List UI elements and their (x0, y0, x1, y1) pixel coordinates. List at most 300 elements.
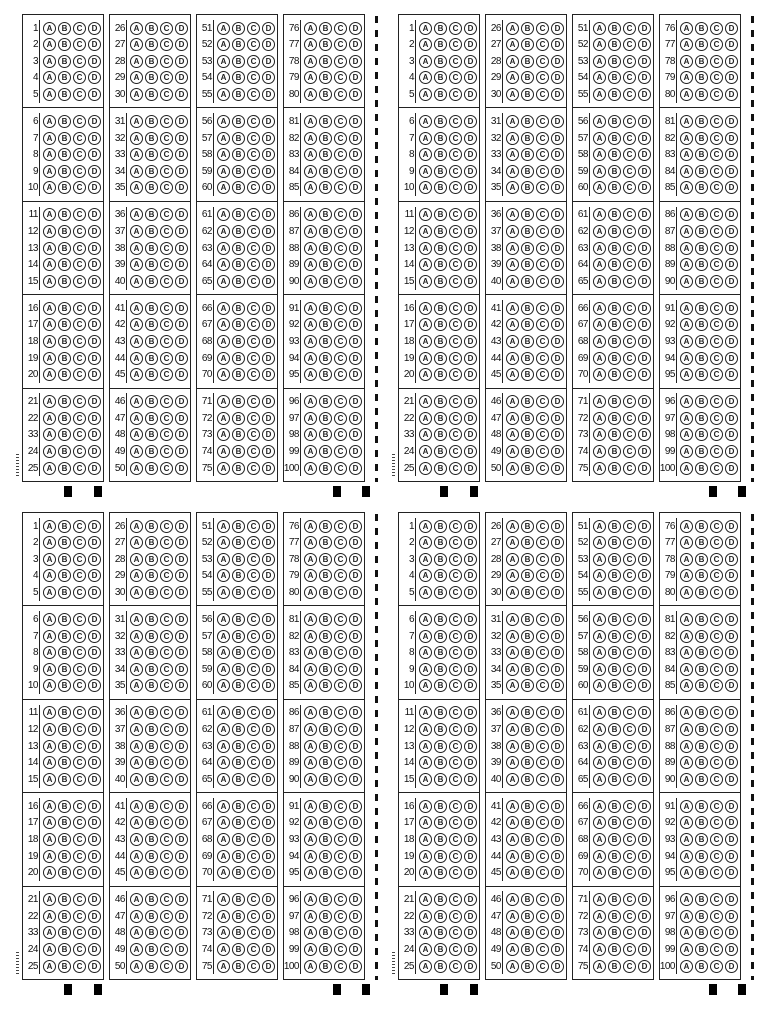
bubble-a[interactable]: A (130, 22, 143, 35)
bubble-a[interactable]: A (506, 352, 519, 365)
bubble-a[interactable]: A (130, 866, 143, 879)
bubble-d[interactable]: D (638, 756, 651, 769)
bubble-d[interactable]: D (464, 428, 477, 441)
bubble-d[interactable]: D (175, 773, 188, 786)
bubble-b[interactable]: B (58, 165, 71, 178)
bubble-c[interactable]: C (73, 318, 86, 331)
bubble-b[interactable]: B (434, 88, 447, 101)
bubble-c[interactable]: C (160, 165, 173, 178)
bubble-c[interactable]: C (449, 275, 462, 288)
bubble-a[interactable]: A (593, 926, 606, 939)
bubble-a[interactable]: A (593, 395, 606, 408)
bubble-a[interactable]: A (593, 960, 606, 973)
bubble-d[interactable]: D (725, 242, 738, 255)
bubble-a[interactable]: A (217, 850, 230, 863)
bubble-a[interactable]: A (43, 520, 56, 533)
bubble-b[interactable]: B (319, 630, 332, 643)
bubble-a[interactable]: A (419, 318, 432, 331)
bubble-a[interactable]: A (43, 663, 56, 676)
bubble-c[interactable]: C (73, 115, 86, 128)
bubble-a[interactable]: A (43, 536, 56, 549)
bubble-d[interactable]: D (551, 258, 564, 271)
bubble-a[interactable]: A (419, 943, 432, 956)
bubble-a[interactable]: A (680, 132, 693, 145)
bubble-a[interactable]: A (680, 926, 693, 939)
bubble-b[interactable]: B (521, 800, 534, 813)
bubble-c[interactable]: C (247, 445, 260, 458)
bubble-a[interactable]: A (304, 462, 317, 475)
bubble-a[interactable]: A (304, 335, 317, 348)
bubble-a[interactable]: A (419, 773, 432, 786)
bubble-a[interactable]: A (43, 88, 56, 101)
bubble-d[interactable]: D (262, 115, 275, 128)
bubble-c[interactable]: C (247, 462, 260, 475)
bubble-c[interactable]: C (449, 368, 462, 381)
bubble-b[interactable]: B (434, 740, 447, 753)
bubble-a[interactable]: A (593, 520, 606, 533)
bubble-b[interactable]: B (521, 302, 534, 315)
bubble-d[interactable]: D (551, 208, 564, 221)
bubble-c[interactable]: C (247, 663, 260, 676)
bubble-a[interactable]: A (130, 520, 143, 533)
bubble-c[interactable]: C (247, 368, 260, 381)
bubble-c[interactable]: C (710, 225, 723, 238)
bubble-d[interactable]: D (349, 773, 362, 786)
bubble-d[interactable]: D (638, 181, 651, 194)
bubble-b[interactable]: B (232, 943, 245, 956)
bubble-c[interactable]: C (247, 242, 260, 255)
bubble-c[interactable]: C (623, 445, 636, 458)
bubble-b[interactable]: B (58, 302, 71, 315)
bubble-b[interactable]: B (319, 520, 332, 533)
bubble-c[interactable]: C (449, 428, 462, 441)
bubble-d[interactable]: D (88, 132, 101, 145)
bubble-d[interactable]: D (349, 706, 362, 719)
bubble-b[interactable]: B (319, 22, 332, 35)
bubble-c[interactable]: C (73, 88, 86, 101)
bubble-d[interactable]: D (464, 756, 477, 769)
bubble-c[interactable]: C (247, 225, 260, 238)
bubble-c[interactable]: C (247, 275, 260, 288)
bubble-d[interactable]: D (551, 132, 564, 145)
bubble-c[interactable]: C (73, 395, 86, 408)
bubble-b[interactable]: B (608, 833, 621, 846)
bubble-d[interactable]: D (175, 445, 188, 458)
bubble-d[interactable]: D (551, 850, 564, 863)
bubble-a[interactable]: A (506, 943, 519, 956)
bubble-b[interactable]: B (145, 536, 158, 549)
bubble-c[interactable]: C (247, 71, 260, 84)
bubble-a[interactable]: A (130, 368, 143, 381)
bubble-a[interactable]: A (680, 22, 693, 35)
bubble-c[interactable]: C (73, 148, 86, 161)
bubble-a[interactable]: A (217, 613, 230, 626)
bubble-b[interactable]: B (232, 165, 245, 178)
bubble-d[interactable]: D (638, 706, 651, 719)
bubble-a[interactable]: A (506, 679, 519, 692)
bubble-a[interactable]: A (419, 646, 432, 659)
bubble-d[interactable]: D (349, 663, 362, 676)
bubble-a[interactable]: A (43, 428, 56, 441)
bubble-b[interactable]: B (695, 208, 708, 221)
bubble-c[interactable]: C (623, 208, 636, 221)
bubble-d[interactable]: D (349, 335, 362, 348)
bubble-d[interactable]: D (551, 960, 564, 973)
bubble-a[interactable]: A (304, 866, 317, 879)
bubble-a[interactable]: A (130, 242, 143, 255)
bubble-b[interactable]: B (434, 630, 447, 643)
bubble-d[interactable]: D (725, 943, 738, 956)
bubble-b[interactable]: B (58, 679, 71, 692)
bubble-b[interactable]: B (58, 586, 71, 599)
bubble-a[interactable]: A (217, 302, 230, 315)
bubble-a[interactable]: A (43, 773, 56, 786)
bubble-c[interactable]: C (247, 866, 260, 879)
bubble-c[interactable]: C (536, 181, 549, 194)
bubble-d[interactable]: D (349, 115, 362, 128)
bubble-d[interactable]: D (464, 132, 477, 145)
bubble-a[interactable]: A (304, 553, 317, 566)
bubble-b[interactable]: B (695, 910, 708, 923)
bubble-b[interactable]: B (58, 22, 71, 35)
bubble-a[interactable]: A (680, 208, 693, 221)
bubble-a[interactable]: A (419, 71, 432, 84)
bubble-a[interactable]: A (43, 462, 56, 475)
bubble-c[interactable]: C (449, 148, 462, 161)
bubble-d[interactable]: D (725, 536, 738, 549)
bubble-c[interactable]: C (710, 258, 723, 271)
bubble-c[interactable]: C (160, 679, 173, 692)
bubble-b[interactable]: B (521, 88, 534, 101)
bubble-d[interactable]: D (262, 520, 275, 533)
bubble-a[interactable]: A (680, 258, 693, 271)
bubble-c[interactable]: C (623, 740, 636, 753)
bubble-c[interactable]: C (73, 663, 86, 676)
bubble-b[interactable]: B (434, 756, 447, 769)
bubble-d[interactable]: D (464, 302, 477, 315)
bubble-c[interactable]: C (449, 850, 462, 863)
bubble-d[interactable]: D (88, 553, 101, 566)
bubble-c[interactable]: C (73, 893, 86, 906)
bubble-a[interactable]: A (217, 368, 230, 381)
bubble-d[interactable]: D (262, 395, 275, 408)
bubble-b[interactable]: B (521, 412, 534, 425)
bubble-c[interactable]: C (710, 335, 723, 348)
bubble-d[interactable]: D (464, 926, 477, 939)
bubble-c[interactable]: C (449, 520, 462, 533)
bubble-b[interactable]: B (434, 258, 447, 271)
bubble-a[interactable]: A (680, 395, 693, 408)
bubble-c[interactable]: C (73, 910, 86, 923)
bubble-a[interactable]: A (506, 960, 519, 973)
bubble-b[interactable]: B (434, 181, 447, 194)
bubble-b[interactable]: B (58, 428, 71, 441)
bubble-d[interactable]: D (551, 943, 564, 956)
bubble-a[interactable]: A (43, 115, 56, 128)
bubble-c[interactable]: C (710, 740, 723, 753)
bubble-c[interactable]: C (623, 428, 636, 441)
bubble-c[interactable]: C (160, 630, 173, 643)
bubble-b[interactable]: B (145, 756, 158, 769)
bubble-b[interactable]: B (58, 553, 71, 566)
bubble-c[interactable]: C (247, 586, 260, 599)
bubble-d[interactable]: D (262, 553, 275, 566)
bubble-b[interactable]: B (232, 242, 245, 255)
bubble-b[interactable]: B (608, 181, 621, 194)
bubble-c[interactable]: C (73, 866, 86, 879)
bubble-a[interactable]: A (506, 893, 519, 906)
bubble-a[interactable]: A (593, 428, 606, 441)
bubble-b[interactable]: B (232, 115, 245, 128)
bubble-c[interactable]: C (449, 723, 462, 736)
bubble-a[interactable]: A (43, 756, 56, 769)
bubble-c[interactable]: C (334, 225, 347, 238)
bubble-d[interactable]: D (175, 926, 188, 939)
bubble-b[interactable]: B (145, 910, 158, 923)
bubble-c[interactable]: C (449, 833, 462, 846)
bubble-a[interactable]: A (217, 148, 230, 161)
bubble-a[interactable]: A (680, 368, 693, 381)
bubble-b[interactable]: B (434, 723, 447, 736)
bubble-d[interactable]: D (725, 520, 738, 533)
bubble-c[interactable]: C (710, 943, 723, 956)
bubble-c[interactable]: C (247, 800, 260, 813)
bubble-a[interactable]: A (43, 395, 56, 408)
bubble-d[interactable]: D (551, 740, 564, 753)
bubble-d[interactable]: D (88, 773, 101, 786)
bubble-b[interactable]: B (695, 553, 708, 566)
bubble-c[interactable]: C (710, 242, 723, 255)
bubble-c[interactable]: C (536, 302, 549, 315)
bubble-b[interactable]: B (695, 630, 708, 643)
bubble-c[interactable]: C (710, 773, 723, 786)
bubble-d[interactable]: D (551, 412, 564, 425)
bubble-d[interactable]: D (725, 586, 738, 599)
bubble-c[interactable]: C (160, 428, 173, 441)
bubble-a[interactable]: A (304, 816, 317, 829)
bubble-a[interactable]: A (304, 225, 317, 238)
bubble-d[interactable]: D (638, 943, 651, 956)
bubble-d[interactable]: D (175, 706, 188, 719)
bubble-d[interactable]: D (638, 926, 651, 939)
bubble-d[interactable]: D (725, 412, 738, 425)
bubble-b[interactable]: B (145, 395, 158, 408)
bubble-b[interactable]: B (232, 663, 245, 676)
bubble-b[interactable]: B (319, 833, 332, 846)
bubble-a[interactable]: A (593, 88, 606, 101)
bubble-a[interactable]: A (419, 242, 432, 255)
bubble-d[interactable]: D (725, 740, 738, 753)
bubble-c[interactable]: C (334, 910, 347, 923)
bubble-a[interactable]: A (680, 302, 693, 315)
bubble-a[interactable]: A (419, 910, 432, 923)
bubble-c[interactable]: C (536, 960, 549, 973)
bubble-c[interactable]: C (449, 395, 462, 408)
bubble-c[interactable]: C (247, 646, 260, 659)
bubble-a[interactable]: A (304, 910, 317, 923)
bubble-d[interactable]: D (725, 800, 738, 813)
bubble-a[interactable]: A (217, 520, 230, 533)
bubble-d[interactable]: D (175, 520, 188, 533)
bubble-b[interactable]: B (319, 181, 332, 194)
bubble-d[interactable]: D (638, 679, 651, 692)
bubble-b[interactable]: B (434, 132, 447, 145)
bubble-d[interactable]: D (464, 646, 477, 659)
bubble-a[interactable]: A (217, 756, 230, 769)
bubble-b[interactable]: B (232, 335, 245, 348)
bubble-a[interactable]: A (130, 275, 143, 288)
bubble-d[interactable]: D (464, 462, 477, 475)
bubble-d[interactable]: D (175, 368, 188, 381)
bubble-b[interactable]: B (695, 225, 708, 238)
bubble-a[interactable]: A (680, 679, 693, 692)
bubble-c[interactable]: C (73, 816, 86, 829)
bubble-c[interactable]: C (247, 943, 260, 956)
bubble-c[interactable]: C (536, 225, 549, 238)
bubble-d[interactable]: D (638, 71, 651, 84)
bubble-d[interactable]: D (349, 368, 362, 381)
bubble-d[interactable]: D (638, 395, 651, 408)
bubble-b[interactable]: B (145, 943, 158, 956)
bubble-d[interactable]: D (551, 679, 564, 692)
bubble-d[interactable]: D (638, 318, 651, 331)
bubble-d[interactable]: D (262, 613, 275, 626)
bubble-a[interactable]: A (593, 586, 606, 599)
bubble-b[interactable]: B (58, 412, 71, 425)
bubble-a[interactable]: A (506, 910, 519, 923)
bubble-b[interactable]: B (608, 569, 621, 582)
bubble-d[interactable]: D (464, 536, 477, 549)
bubble-c[interactable]: C (710, 866, 723, 879)
bubble-d[interactable]: D (88, 242, 101, 255)
bubble-d[interactable]: D (464, 208, 477, 221)
bubble-c[interactable]: C (536, 536, 549, 549)
bubble-d[interactable]: D (88, 893, 101, 906)
bubble-d[interactable]: D (725, 445, 738, 458)
bubble-c[interactable]: C (73, 208, 86, 221)
bubble-c[interactable]: C (710, 536, 723, 549)
bubble-d[interactable]: D (638, 893, 651, 906)
bubble-c[interactable]: C (710, 706, 723, 719)
bubble-c[interactable]: C (710, 275, 723, 288)
bubble-a[interactable]: A (419, 706, 432, 719)
bubble-a[interactable]: A (506, 833, 519, 846)
bubble-d[interactable]: D (725, 756, 738, 769)
bubble-d[interactable]: D (464, 445, 477, 458)
bubble-d[interactable]: D (725, 663, 738, 676)
bubble-c[interactable]: C (247, 395, 260, 408)
bubble-d[interactable]: D (262, 926, 275, 939)
bubble-a[interactable]: A (419, 148, 432, 161)
bubble-a[interactable]: A (43, 723, 56, 736)
bubble-d[interactable]: D (175, 943, 188, 956)
bubble-b[interactable]: B (145, 352, 158, 365)
bubble-c[interactable]: C (623, 630, 636, 643)
bubble-b[interactable]: B (232, 38, 245, 51)
bubble-a[interactable]: A (304, 646, 317, 659)
bubble-d[interactable]: D (88, 926, 101, 939)
bubble-a[interactable]: A (217, 773, 230, 786)
bubble-b[interactable]: B (434, 910, 447, 923)
bubble-b[interactable]: B (695, 368, 708, 381)
bubble-c[interactable]: C (73, 706, 86, 719)
bubble-c[interactable]: C (73, 181, 86, 194)
bubble-c[interactable]: C (536, 352, 549, 365)
bubble-b[interactable]: B (521, 208, 534, 221)
bubble-d[interactable]: D (551, 71, 564, 84)
bubble-a[interactable]: A (130, 88, 143, 101)
bubble-a[interactable]: A (304, 352, 317, 365)
bubble-b[interactable]: B (608, 335, 621, 348)
bubble-c[interactable]: C (160, 208, 173, 221)
bubble-b[interactable]: B (145, 850, 158, 863)
bubble-a[interactable]: A (506, 258, 519, 271)
bubble-c[interactable]: C (536, 910, 549, 923)
bubble-d[interactable]: D (464, 630, 477, 643)
bubble-c[interactable]: C (449, 816, 462, 829)
bubble-d[interactable]: D (464, 816, 477, 829)
bubble-c[interactable]: C (160, 242, 173, 255)
bubble-d[interactable]: D (638, 275, 651, 288)
bubble-c[interactable]: C (247, 22, 260, 35)
bubble-d[interactable]: D (175, 242, 188, 255)
bubble-a[interactable]: A (217, 663, 230, 676)
bubble-a[interactable]: A (130, 55, 143, 68)
bubble-b[interactable]: B (608, 302, 621, 315)
bubble-a[interactable]: A (304, 926, 317, 939)
bubble-c[interactable]: C (623, 663, 636, 676)
bubble-d[interactable]: D (88, 613, 101, 626)
bubble-d[interactable]: D (88, 208, 101, 221)
bubble-b[interactable]: B (608, 816, 621, 829)
bubble-c[interactable]: C (73, 943, 86, 956)
bubble-a[interactable]: A (130, 553, 143, 566)
bubble-b[interactable]: B (608, 630, 621, 643)
bubble-b[interactable]: B (608, 462, 621, 475)
bubble-d[interactable]: D (551, 462, 564, 475)
bubble-b[interactable]: B (145, 679, 158, 692)
bubble-a[interactable]: A (506, 225, 519, 238)
bubble-d[interactable]: D (551, 148, 564, 161)
bubble-d[interactable]: D (725, 71, 738, 84)
bubble-d[interactable]: D (638, 22, 651, 35)
bubble-a[interactable]: A (593, 866, 606, 879)
bubble-b[interactable]: B (434, 318, 447, 331)
bubble-c[interactable]: C (536, 71, 549, 84)
bubble-d[interactable]: D (638, 800, 651, 813)
bubble-b[interactable]: B (232, 630, 245, 643)
bubble-a[interactable]: A (506, 132, 519, 145)
bubble-a[interactable]: A (304, 208, 317, 221)
bubble-c[interactable]: C (623, 613, 636, 626)
bubble-a[interactable]: A (680, 893, 693, 906)
bubble-c[interactable]: C (536, 586, 549, 599)
bubble-d[interactable]: D (88, 706, 101, 719)
bubble-d[interactable]: D (725, 910, 738, 923)
bubble-c[interactable]: C (536, 445, 549, 458)
bubble-c[interactable]: C (160, 893, 173, 906)
bubble-a[interactable]: A (680, 850, 693, 863)
bubble-a[interactable]: A (680, 242, 693, 255)
bubble-b[interactable]: B (608, 445, 621, 458)
bubble-c[interactable]: C (623, 910, 636, 923)
bubble-d[interactable]: D (464, 88, 477, 101)
bubble-b[interactable]: B (232, 773, 245, 786)
bubble-c[interactable]: C (160, 569, 173, 582)
bubble-a[interactable]: A (506, 646, 519, 659)
bubble-b[interactable]: B (521, 926, 534, 939)
bubble-c[interactable]: C (73, 335, 86, 348)
